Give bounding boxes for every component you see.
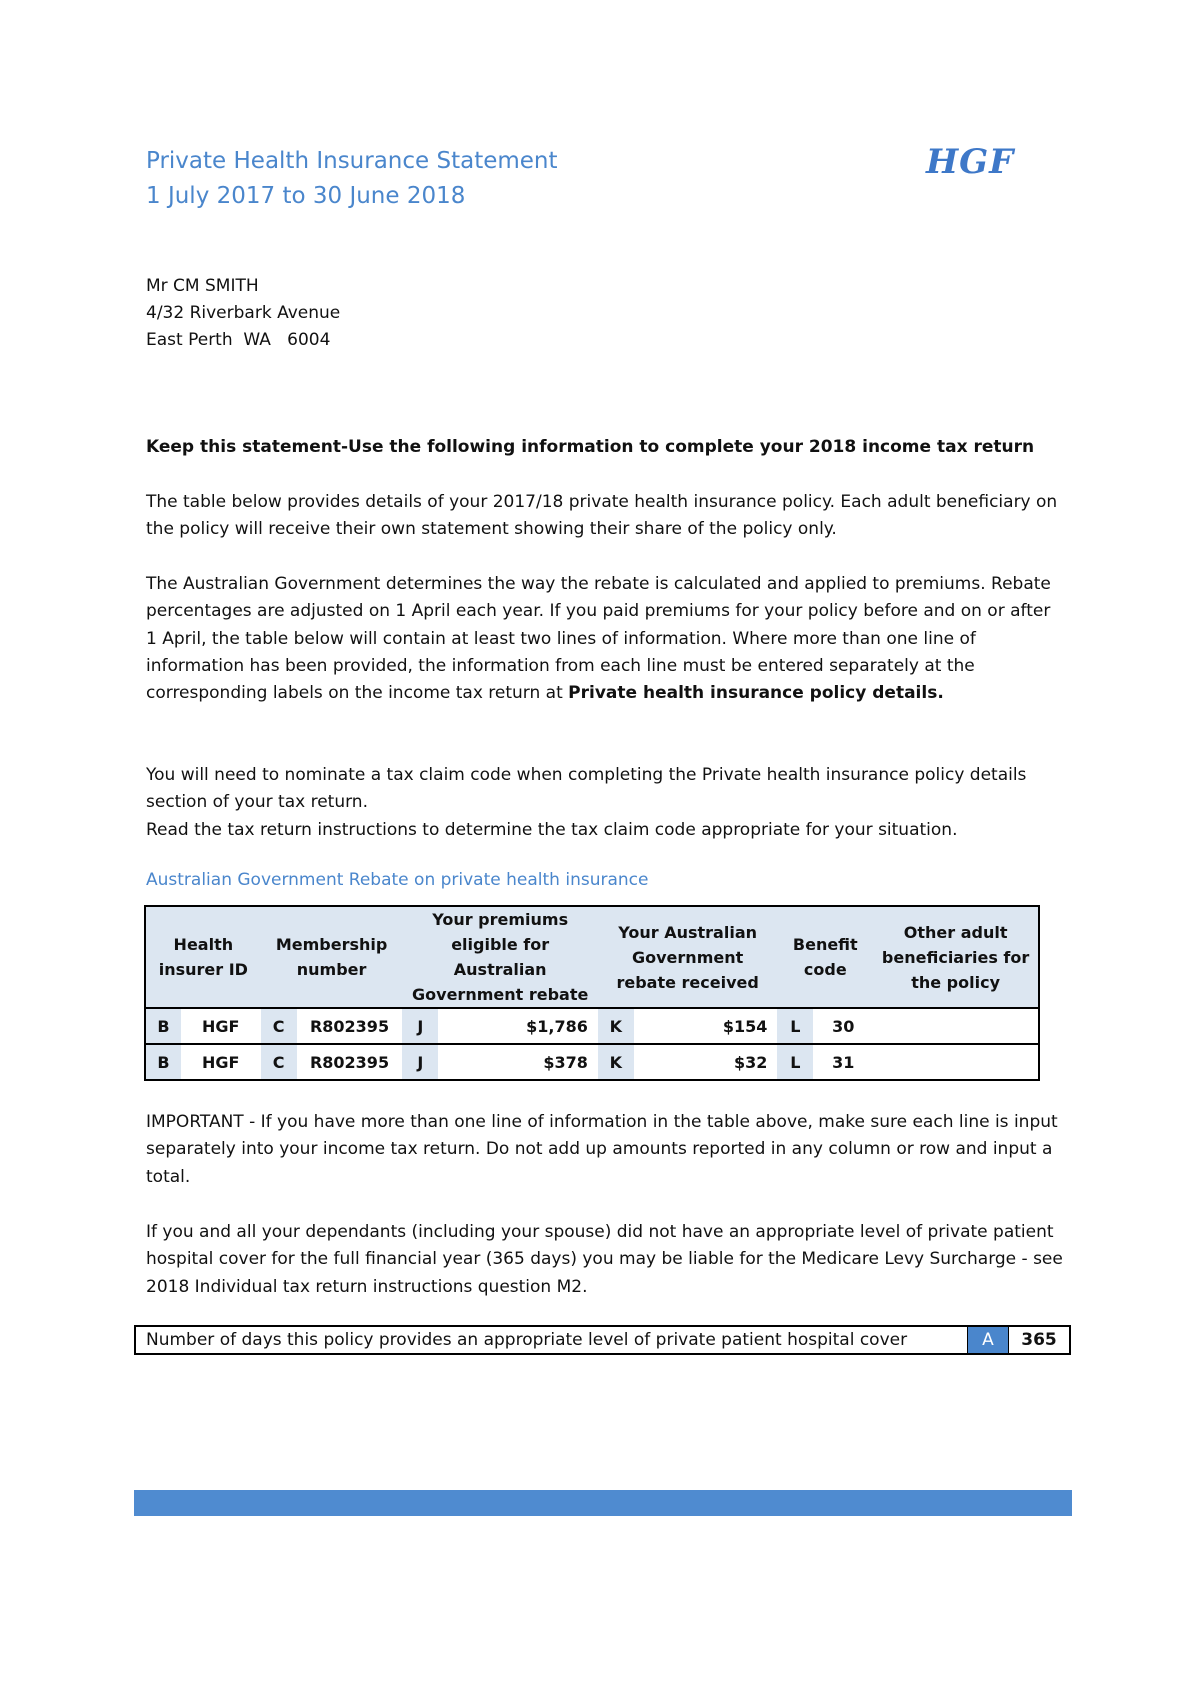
tax-claim-paragraph: You will need to nominate a tax claim code when completing the Private health insurance policy details section of your tax return. bbox=[146, 765, 1027, 813]
recipient-city: East Perth WA 6004 bbox=[146, 330, 331, 350]
rebate-cell: $154 bbox=[634, 1008, 778, 1044]
label-l: L bbox=[777, 1008, 813, 1044]
label-c: C bbox=[261, 1044, 297, 1080]
label-k: K bbox=[598, 1008, 634, 1044]
col-other-beneficiaries: Other adult beneficiaries for the policy bbox=[873, 906, 1039, 1008]
label-j: J bbox=[402, 1044, 438, 1080]
keep-statement-heading: Keep this statement-Use the following information to complete your 2018 income tax return bbox=[146, 437, 1035, 457]
instructions-paragraph: Read the tax return instructions to determine the tax claim code appropriate for your situation. bbox=[146, 820, 958, 840]
label-c: C bbox=[261, 1008, 297, 1044]
hgf-logo: HGF bbox=[926, 142, 1015, 182]
rebate-paragraph bbox=[146, 571, 1066, 707]
surcharge-note: If you and all your dependants (including your spouse) did not have an appropriate level of private patient hospital cover for the full financial year (365 days) you may be liable for the Medicare Levy Surcharge - see 2018 Individual tax return instructions question M2. bbox=[146, 1222, 1063, 1297]
intro-paragraph: The table below provides details of your 2017/18 private health insurance policy. Each adult beneficiary on the policy will receive their own statement showing their share of the policy only. bbox=[146, 492, 1058, 540]
insurer-id-cell: HGF bbox=[181, 1044, 261, 1080]
membership-cell: R802395 bbox=[297, 1008, 403, 1044]
rebate-table bbox=[144, 905, 1040, 1081]
col-rebate-received: Your Australian Government rebate received bbox=[598, 906, 778, 1008]
rebate-cell: $32 bbox=[634, 1044, 778, 1080]
recipient-name: Mr CM SMITH bbox=[146, 276, 259, 296]
days-cover-value: 365 bbox=[1021, 1330, 1057, 1350]
footer-bar bbox=[134, 1490, 1072, 1516]
benefit-code-cell: 30 bbox=[813, 1008, 873, 1044]
other-beneficiaries-cell bbox=[873, 1008, 1039, 1044]
col-premiums: Your premiums eligible for Australian Government rebate bbox=[402, 906, 597, 1008]
premiums-cell: $1,786 bbox=[438, 1008, 598, 1044]
other-beneficiaries-cell bbox=[873, 1044, 1039, 1080]
rebate-header-row bbox=[145, 906, 1039, 1008]
col-membership-number: Membership number bbox=[261, 906, 403, 1008]
policy-details-emphasis: Private health insurance policy details. bbox=[568, 683, 944, 704]
days-cover-code: A bbox=[968, 1326, 1009, 1354]
rebate-section-title: Australian Government Rebate on private health insurance bbox=[146, 870, 649, 890]
days-cover-label: Number of days this policy provides an appropriate level of private patient hospital cover bbox=[146, 1330, 908, 1350]
benefit-code-cell: 31 bbox=[813, 1044, 873, 1080]
label-b: B bbox=[145, 1044, 181, 1080]
col-benefit-code: Benefit code bbox=[777, 906, 873, 1008]
days-cover-table bbox=[134, 1325, 1071, 1355]
rebate-paragraph-text: The Australian Government determines the way the rebate is calculated and applied to premiums. Rebate percentages are adjusted on 1 April each year. If you paid premiums for your policy before and on or after 1 April, the table below will contain at least two lines of information. Where more than one line of information has been provided, the information from each line must be entered separately at the corresponding labels on the income tax return at bbox=[146, 574, 1051, 704]
important-note: IMPORTANT - If you have more than one line of information in the table above, make sure each line is input separately into your income tax return. Do not add up amounts reported in any column or row and input a total. bbox=[146, 1112, 1058, 1187]
label-l: L bbox=[777, 1044, 813, 1080]
recipient-street: 4/32 Riverbark Avenue bbox=[146, 303, 341, 323]
statement-title: Private Health Insurance Statement bbox=[146, 148, 558, 174]
table-row bbox=[145, 1044, 1039, 1080]
membership-cell: R802395 bbox=[297, 1044, 403, 1080]
label-k: K bbox=[598, 1044, 634, 1080]
label-j: J bbox=[402, 1008, 438, 1044]
statement-period: 1 July 2017 to 30 June 2018 bbox=[146, 183, 466, 209]
insurer-id-cell: HGF bbox=[181, 1008, 261, 1044]
table-row bbox=[145, 1008, 1039, 1044]
label-b: B bbox=[145, 1008, 181, 1044]
col-health-insurer-id: Health insurer ID bbox=[145, 906, 261, 1008]
premiums-cell: $378 bbox=[438, 1044, 598, 1080]
